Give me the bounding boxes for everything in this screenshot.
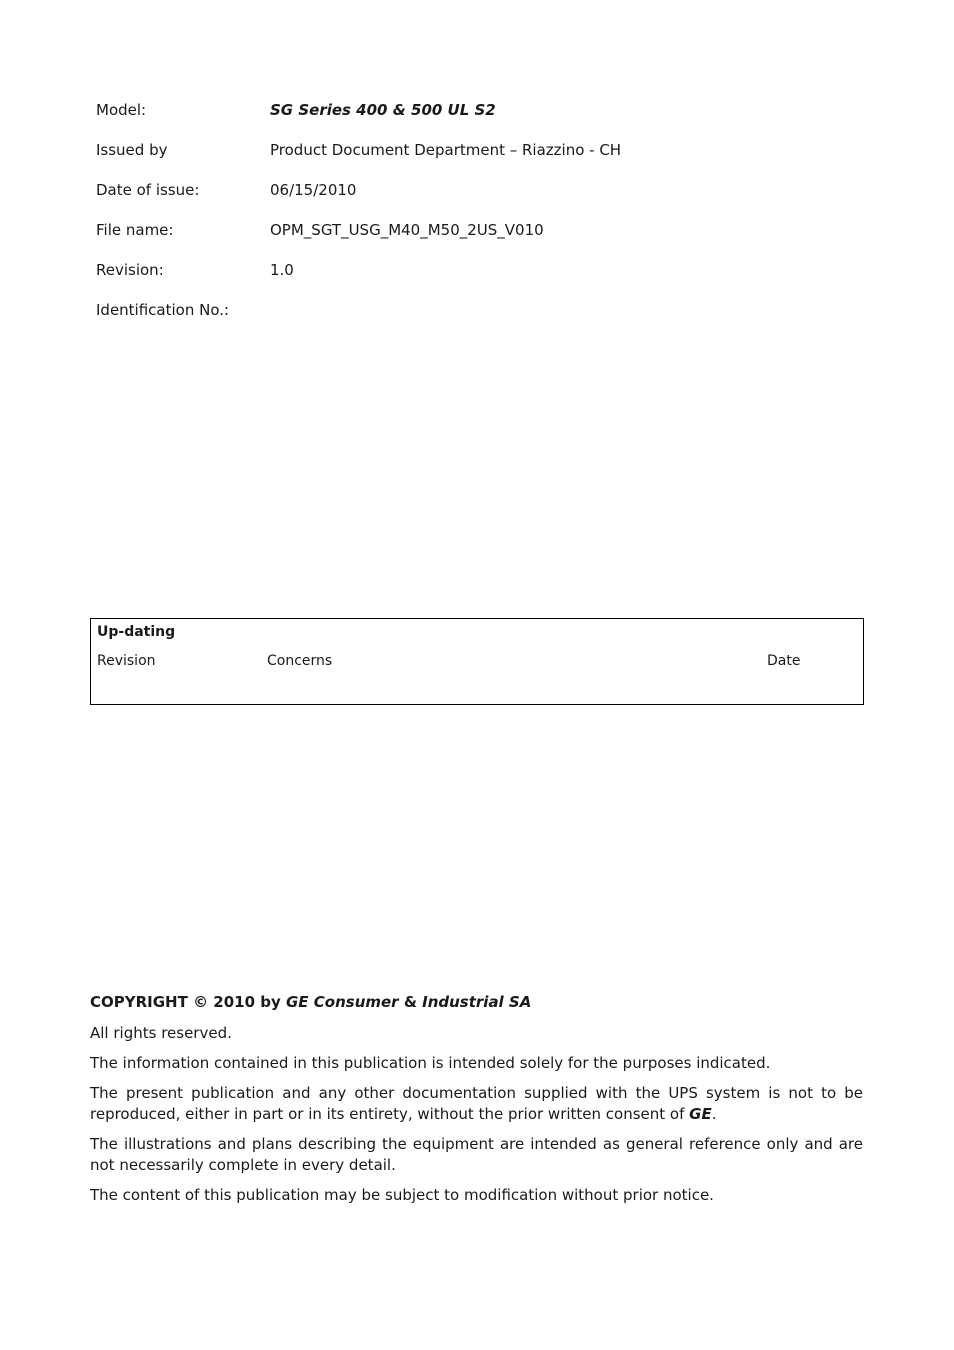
- updating-table: [90, 618, 864, 705]
- ge-brand-mark: GE: [689, 1105, 712, 1123]
- illustrations-text: The illustrations and plans describing the equipment are intended as general reference only and are not necessarily complete in every detail.: [90, 1135, 863, 1174]
- column-header-revision: Revision: [97, 653, 156, 669]
- reproduction-text-main: The present publication and any other documentation supplied with the UPS system is not to be reproduced, either in part or in its entirety, without the prior written consent of: [90, 1084, 863, 1123]
- issued-by-label: Issued by: [96, 141, 168, 159]
- copyright-company: GE Consumer: [286, 993, 399, 1011]
- date-of-issue-label: Date of issue:: [96, 181, 200, 199]
- updating-table-title: Up-dating: [97, 624, 176, 640]
- identification-label: Identification No.:: [96, 301, 230, 319]
- file-name-value: OPM_SGT_USG_M40_M50_2US_V010: [270, 221, 544, 239]
- copyright-title: [90, 992, 863, 1013]
- issued-by-value: Product Document Department – Riazzino - CH: [270, 141, 622, 159]
- rights-reserved-text: All rights reserved.: [90, 1024, 232, 1042]
- modification-text: The content of this publication may be subject to modification without prior notice.: [90, 1186, 714, 1204]
- revision-value: 1.0: [270, 261, 294, 279]
- revision-label: Revision:: [96, 261, 164, 279]
- copyright-amp: &: [398, 993, 423, 1011]
- date-of-issue-value: 06/15/2010: [270, 181, 357, 199]
- intended-use-text: The information contained in this publication is intended solely for the purposes indicated.: [90, 1054, 771, 1072]
- file-name-label: File name:: [96, 221, 174, 239]
- copyright-title-prefix: COPYRIGHT © 2010 by: [90, 993, 286, 1011]
- model-label: Model:: [96, 101, 147, 119]
- column-header-concerns: Concerns: [267, 653, 333, 669]
- column-header-date: Date: [767, 653, 801, 669]
- copyright-company2: Industrial SA: [422, 993, 532, 1011]
- reproduction-text: [90, 1083, 863, 1125]
- reproduction-text-end: .: [711, 1105, 717, 1123]
- model-value: SG Series 400 & 500 UL S2: [270, 101, 496, 119]
